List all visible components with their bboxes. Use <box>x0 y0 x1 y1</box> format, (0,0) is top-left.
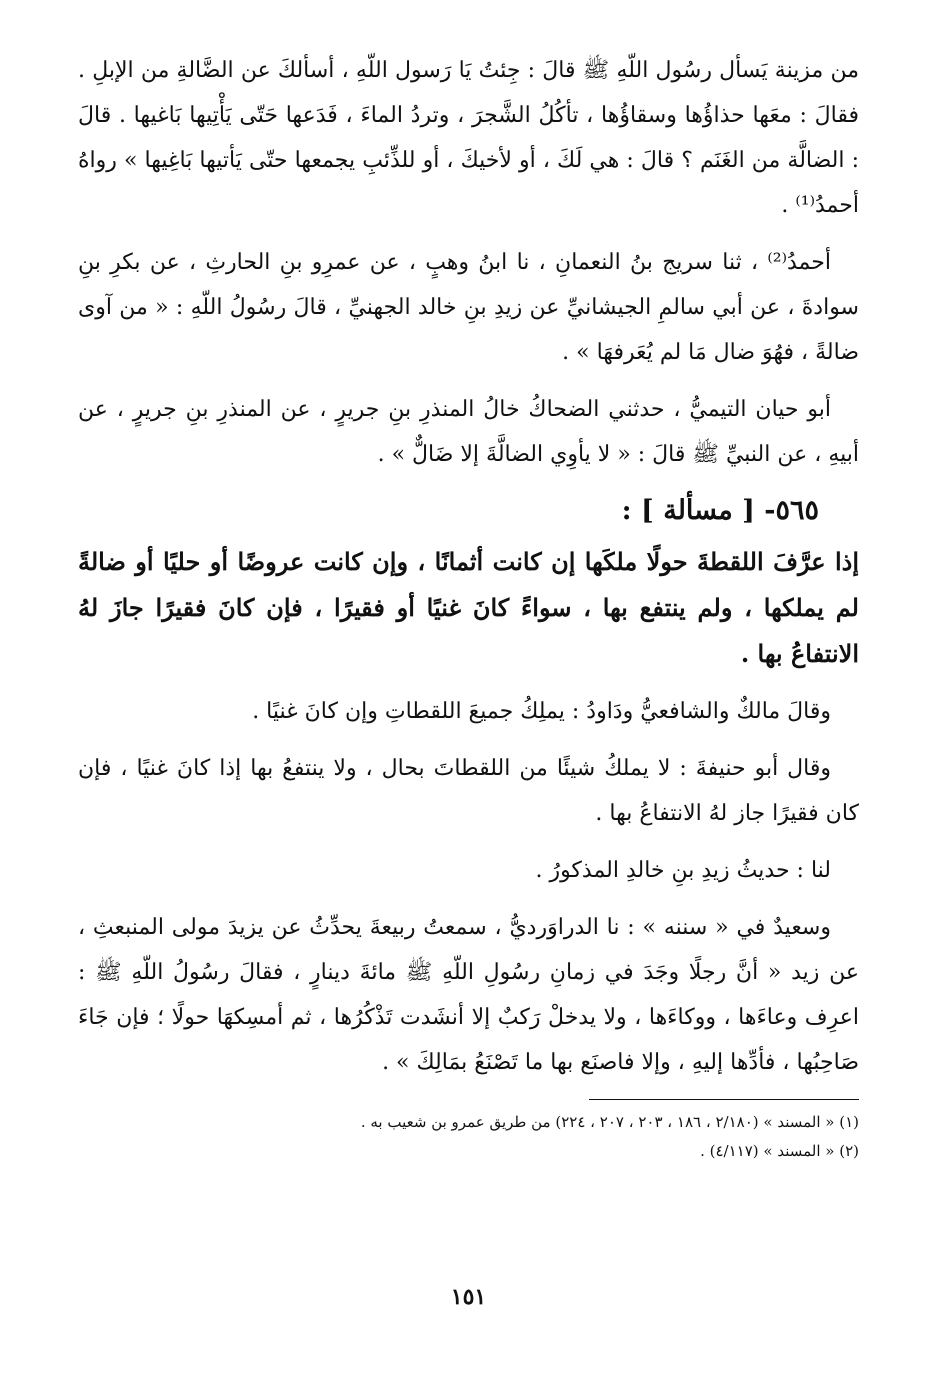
page-number: ١٥١ <box>450 1284 487 1310</box>
section-heading: ٥٦٥- [ مسألة ] : <box>621 495 819 526</box>
page-body <box>78 48 859 1383</box>
paragraph-malik-shafii: وقالَ مالكٌ والشافعيُّ ودَاودُ : يملِكُ جميعَ اللقطاتِ وإن كانَ غنيًا . <box>252 699 831 724</box>
paragraph-hadith-lost-camel: من مزينة يَسأل رسُول اللّهِ ﷺ قالَ : جِئتُ يَا رَسول اللّهِ ، أسألكَ عن الضَّالةِ من الإبلِ . فقالَ : معَها حذاؤُها وسقاؤُها ، تأكُلُ الشَّجرَ ، وتردُ الماءَ ، فَدَعها حَتّى يَأْتِيها بَاغيها . قالَ : الضالَّة من الغَنَم ؟ قالَ : هي لَكَ ، أو لأخيكَ ، أو للذِّئبِ يجمعها حتّى يَأتيها بَاغِيها » رواهُ أحمدُ⁽¹⁾ . <box>78 58 859 218</box>
footnote-2: (٢) « المسند » (٤/١١٧) . <box>700 1142 859 1160</box>
paragraph-ahmad-chain: أحمدُ⁽²⁾ ، ثنا سريج بنُ النعمانِ ، نا ابنُ وهبٍ ، عن عمرِو بنِ الحارثِ ، عن بكرِ بنِ سوادةَ ، عن أبي سالمِ الجيشانيِّ عن زيدِ بنِ خالد الجهنيِّ ، قالَ رسُولُ اللّهِ : « من آوى ضالةً ، فهُوَ ضال مَا لم يُعَرفهَا » . <box>78 250 859 365</box>
paragraph-abu-hanifa: وقال أبو حنيفةَ : لا يملكُ شيئًا من اللقطاتَ بحال ، ولا ينتفعُ بها إذا كانَ غنيًا ، فإن كان فقيرًا جاز لهُ الانتفاعُ بها . <box>78 756 859 826</box>
paragraph-abu-hayyan: أبو حيان التيميُّ ، حدثني الضحاكُ خالُ المنذرِ بنِ جريرٍ ، عن المنذرِ بنِ جريرٍ ، عن أبيهِ ، عن النبيِّ ﷺ قالَ : « لا يأوِي الضالَّةَ إلا ضَالٌّ » . <box>78 397 859 467</box>
section-ruling: إذا عرَّفَ اللقطةَ حولًا ملكَها إن كانت أثمانًا ، وإن كانت عروضًا أو حليًا أو ضالةً لم يملكها ، ولم ينتفع بها ، سواءً كانَ غنيًا أو فقيرًا ، فإن كانَ فقيرًا جازَ لهُ الانتفاعُ بها . <box>78 547 859 668</box>
footnote-1: (١) « المسند » (٢/١٨٠ ، ١٨٦ ، ٢٠٣ ، ٢٠٧ ، ٢٢٤) من طريق عمرو بن شعيب به . <box>360 1113 859 1131</box>
paragraph-evidence: لنا : حديثُ زيدِ بنِ خالدِ المذكورُ . <box>535 858 831 883</box>
paragraph-said-sunan: وسعيدٌ في « سننه » : نا الدراوَرديُّ ، سمعتُ ربيعةَ يحدِّثُ عن يزيدَ مولى المنبعثِ ، عن زيد « أنَّ رجلًا وجَدَ في زمانِ رسُولِ اللّهِ ﷺ مائةَ دينارٍ ، فقالَ رسُولُ اللّهِ ﷺ : اعرِف وعاءَها ، ووكاءَها ، ولا يدخلْ رَكبٌ إلا أنشَدت تَذْكُرُها ، ثم أمسِكهَا حولًا ؛ فإن جَاءَ صَاحِبُها ، فأدِّها إليهِ ، وإلا فاصنَع بها ما تَصْنَعُ بمَالِكَ » . <box>78 915 859 1075</box>
footnote-divider <box>589 1099 859 1100</box>
